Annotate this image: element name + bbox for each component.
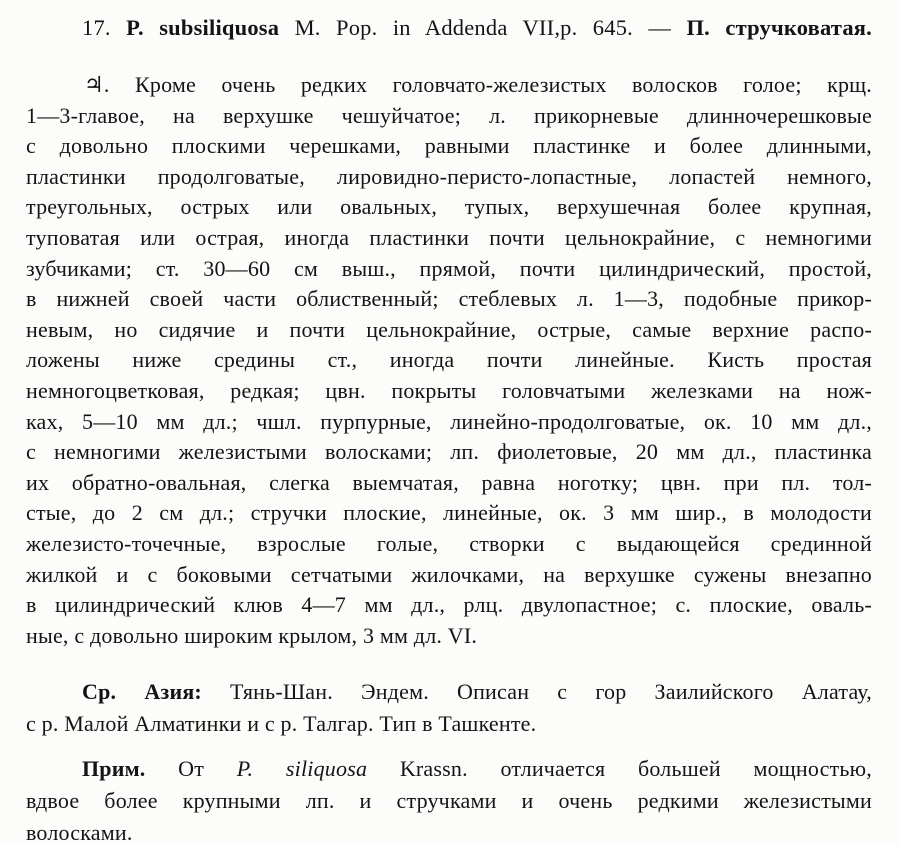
description-line: ках, 5—10 мм дл.; чшл. пурпурные, линейно-продолговатые, ок. 10 мм дл., (26, 408, 872, 434)
description-line: стые, до 2 см дл.; стручки плоские, линейные, ок. 3 мм шир., в молодости (26, 500, 872, 526)
description-line: в цилиндрический клюв 4—7 мм дл., рлц. двулопастное; с. плоские, оваль- (26, 592, 872, 618)
distribution-paragraph (26, 676, 872, 740)
description-line: 1—3-главое, на верхушке чешуйчатое; л. прикорневые длинночерешковые (26, 102, 872, 128)
description-line: жилкой и с боковыми сетчатыми жилочками, на верхушке сужены внезапно (26, 561, 872, 587)
distribution-text: Тянь-Шан. Эндем. Описан с гор Заилийского Алатау, (230, 679, 872, 705)
description-line: ложены ниже средины ст., иногда почти линейные. Кисть простая (26, 347, 872, 373)
description-line: пластинки продолговатые, лировидно-перисто-лопастные, лопастей немного, (26, 163, 872, 189)
note-paragraph (26, 753, 872, 845)
description-line: немногоцветковая, редкая; цвн. покрыты головчатыми железками на нож- (26, 377, 872, 403)
note-line (26, 753, 872, 785)
note-label: Прим. (82, 756, 146, 782)
authority-citation: M. Pop. in Addenda VII,p. 645. — (294, 15, 672, 40)
note-line: вдвое более крупными лп. и стручками и очень редкими железистыми (26, 788, 872, 814)
description-line: треугольных, острых или овальных, тупых, верхушечная более крупная, (26, 194, 872, 220)
species-name-russian: П. стручковатая. (686, 15, 873, 40)
description-line: туповатая или острая, иногда пластинки почти цельнокрайние, с немногими (26, 224, 872, 250)
species-name-latin: P. subsiliquosa (126, 15, 280, 40)
note-line-last: волосками. (26, 820, 133, 845)
description-line: железисто-точечные, взрослые голые, створки с выдающейся срединной (26, 530, 872, 556)
note-intro: От (178, 756, 205, 782)
description-line: их обратно-овальная, слегка выемчатая, равна ноготку; цвн. при пл. тол- (26, 469, 872, 495)
distribution-label: Ср. Азия: (82, 679, 202, 705)
description-line: в нижней своей части облиственный; стеблевых л. 1—3, подобные прикор- (26, 286, 872, 312)
distribution-line-last: с р. Малой Алматинки и с р. Талгар. Тип в Ташкенте. (26, 711, 537, 737)
species-heading (26, 13, 872, 43)
description-line: невым, но сидячие и почти цельнокрайние, острые, самые верхние распо- (26, 316, 872, 342)
note-text: Krassn. отличается большей мощностью, (399, 756, 872, 782)
description-line-last: ные, с довольно широким крылом, 3 мм дл. VI. (26, 622, 478, 648)
description-line: ♃. Кроме очень редких головчато-железистых волосков голое; крщ. (84, 72, 872, 97)
description-line: зубчиками; ст. 30—60 см выш., прямой, почти цилиндрический, простой, (26, 255, 872, 281)
distribution-line (26, 676, 872, 708)
note-species-italic: P. siliquosa (236, 756, 368, 782)
description-line: с немногими железистыми волосками; лп. фиолетовые, 20 мм дл., пластинка (26, 439, 872, 465)
species-number: 17. (82, 15, 111, 40)
description-line: с довольно плоскими черешками, равными пластинке и более длинными, (26, 133, 872, 159)
description-paragraph (26, 70, 872, 651)
